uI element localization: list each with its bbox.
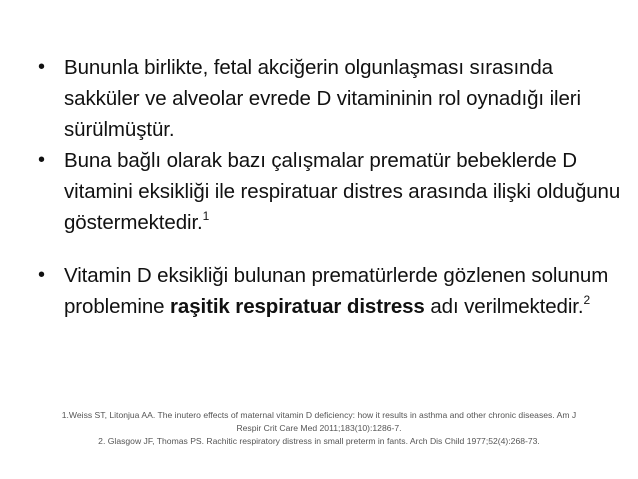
- reference-2: 2. Glasgow JF, Thomas PS. Rachitic respiratory distress in small preterm in fants. Arch Dis Child 1977;52(4):268-73.: [98, 436, 540, 446]
- bullet-dot-icon: •: [38, 264, 45, 286]
- bullet-item-3: [36, 260, 626, 322]
- bullet-list: [36, 52, 626, 322]
- reference-1-line-1: 1.Weiss ST, Litonjua AA. The inutero effects of maternal vitamin D deficiency: how it results in asthma and other chronic diseases. Am J: [61, 410, 577, 420]
- bullet-text-2: Buna bağlı olarak bazı çalışmalar prematür bebeklerde D vitamini eksikliği ile respiratuar distres arasında ilişki olduğunu göstermektedir.: [64, 149, 621, 234]
- bullet-dot-icon: •: [38, 149, 45, 171]
- bullet-item-1: [36, 52, 626, 145]
- bullet-text-3-start: Vitamin D eksikliği bulunan prematürlerde gözlenen solunum problemine: [64, 264, 609, 318]
- bullet-text-3-end: adı verilmektedir.: [424, 295, 584, 318]
- bullet-item-2: [36, 145, 626, 238]
- citation-superscript-1: 1: [202, 209, 210, 223]
- references: [0, 409, 638, 448]
- reference-1-line-2: Respir Crit Care Med 2011;183(10):1286-7.: [236, 423, 402, 433]
- bullet-text-1: Bununla birlikte, fetal akciğerin olgunlaşması sırasında sakküler ve alveolar evrede D vitamininin rol oynadığı ileri sürülmüştür.: [64, 56, 581, 141]
- citation-superscript-2: 2: [583, 293, 591, 307]
- bullet-dot-icon: •: [38, 56, 45, 78]
- bullet-text-3-bold: raşitik respiratuar distress: [170, 295, 425, 318]
